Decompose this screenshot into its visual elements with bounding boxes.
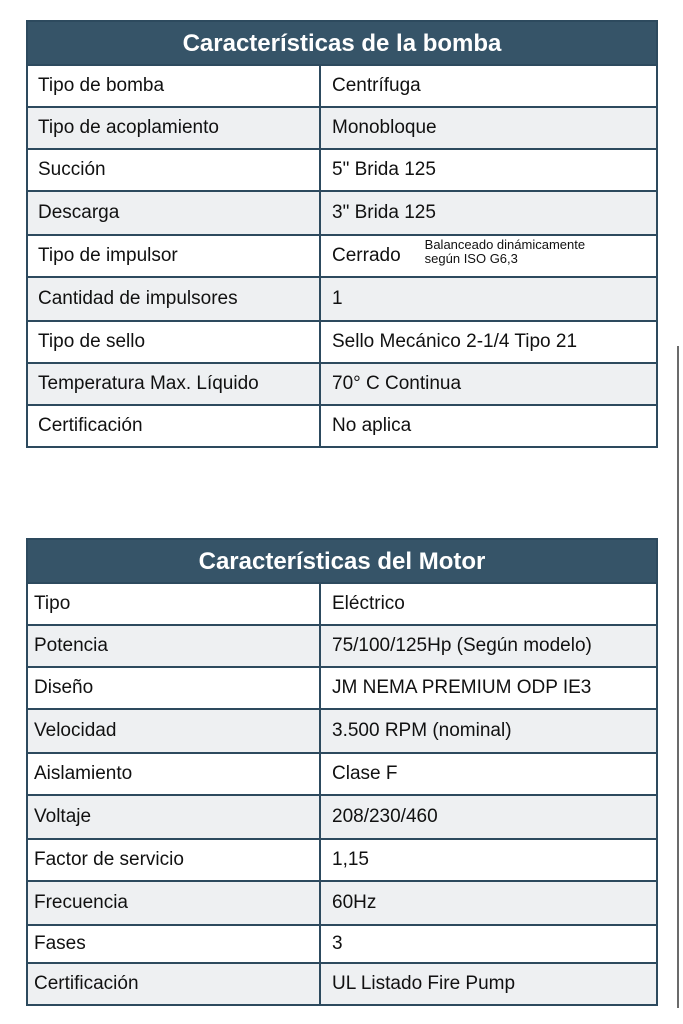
row-value [321,236,656,276]
row-value: 3 [332,933,343,954]
motor-characteristics-table [26,538,658,1006]
row-label: Temperatura Max. Líquido [28,364,321,404]
row-value: Clase F [332,763,398,784]
row-value: UL Listado Fire Pump [332,973,516,994]
row-value: Monobloque [332,117,437,138]
row-value: 208/230/460 [332,806,438,827]
balancing-note-line2: según ISO G6,3 [424,251,518,266]
pump-characteristics-table [26,20,658,448]
row-value: 75/100/125Hp (Según modelo) [332,635,592,656]
pump-table-title: Características de la bomba [28,22,656,66]
row-label: Tipo de sello [28,322,321,362]
table-row [28,150,656,192]
row-value: 5" Brida 125 [332,159,436,180]
row-value: Eléctrico [332,593,405,614]
balancing-note [425,238,585,266]
row-label: Voltaje [28,796,321,838]
table-row [28,926,656,964]
row-label: Certificación [28,406,321,446]
balancing-note-line1: Balanceado dinámicamente [424,237,586,252]
table-row [28,278,656,322]
row-value: JM NEMA PREMIUM ODP IE3 [332,677,592,698]
row-label: Diseño [28,668,321,708]
table-row [28,236,656,278]
row-label: Succión [28,150,321,190]
row-value: 70° C Continua [332,373,462,394]
table-row [28,322,656,364]
table-row [28,840,656,882]
table-row [28,584,656,626]
row-label: Tipo de bomba [28,66,321,106]
row-label: Descarga [28,192,321,234]
table-row [28,626,656,668]
row-label: Certificación [28,964,321,1004]
row-value: Centrífuga [332,75,421,96]
table-row [28,108,656,150]
motor-table-title: Características del Motor [28,540,656,584]
row-value: 60Hz [332,892,377,913]
table-row [28,406,656,446]
row-label: Velocidad [28,710,321,752]
row-value: 3" Brida 125 [332,202,436,223]
row-label: Tipo de impulsor [28,236,321,276]
row-value: 3.500 RPM (nominal) [332,720,512,741]
row-value: Sello Mecánico 2-1/4 Tipo 21 [332,331,578,352]
page-side-rule [677,346,679,1008]
table-row [28,754,656,796]
row-value: 1,15 [332,849,369,870]
table-row [28,964,656,1004]
row-label: Tipo de acoplamiento [28,108,321,148]
table-row [28,66,656,108]
row-label: Tipo [28,584,321,624]
row-label: Factor de servicio [28,840,321,880]
row-label: Frecuencia [28,882,321,924]
table-row [28,710,656,754]
row-label: Potencia [28,626,321,666]
table-row [28,882,656,926]
row-label: Cantidad de impulsores [28,278,321,320]
table-row [28,364,656,406]
row-label: Aislamiento [28,754,321,794]
table-row [28,668,656,710]
row-value: 1 [332,288,343,309]
row-label: Fases [28,926,321,962]
impeller-type-value: Cerrado [332,245,401,266]
table-row [28,192,656,236]
table-row [28,796,656,840]
row-value: No aplica [332,415,412,436]
